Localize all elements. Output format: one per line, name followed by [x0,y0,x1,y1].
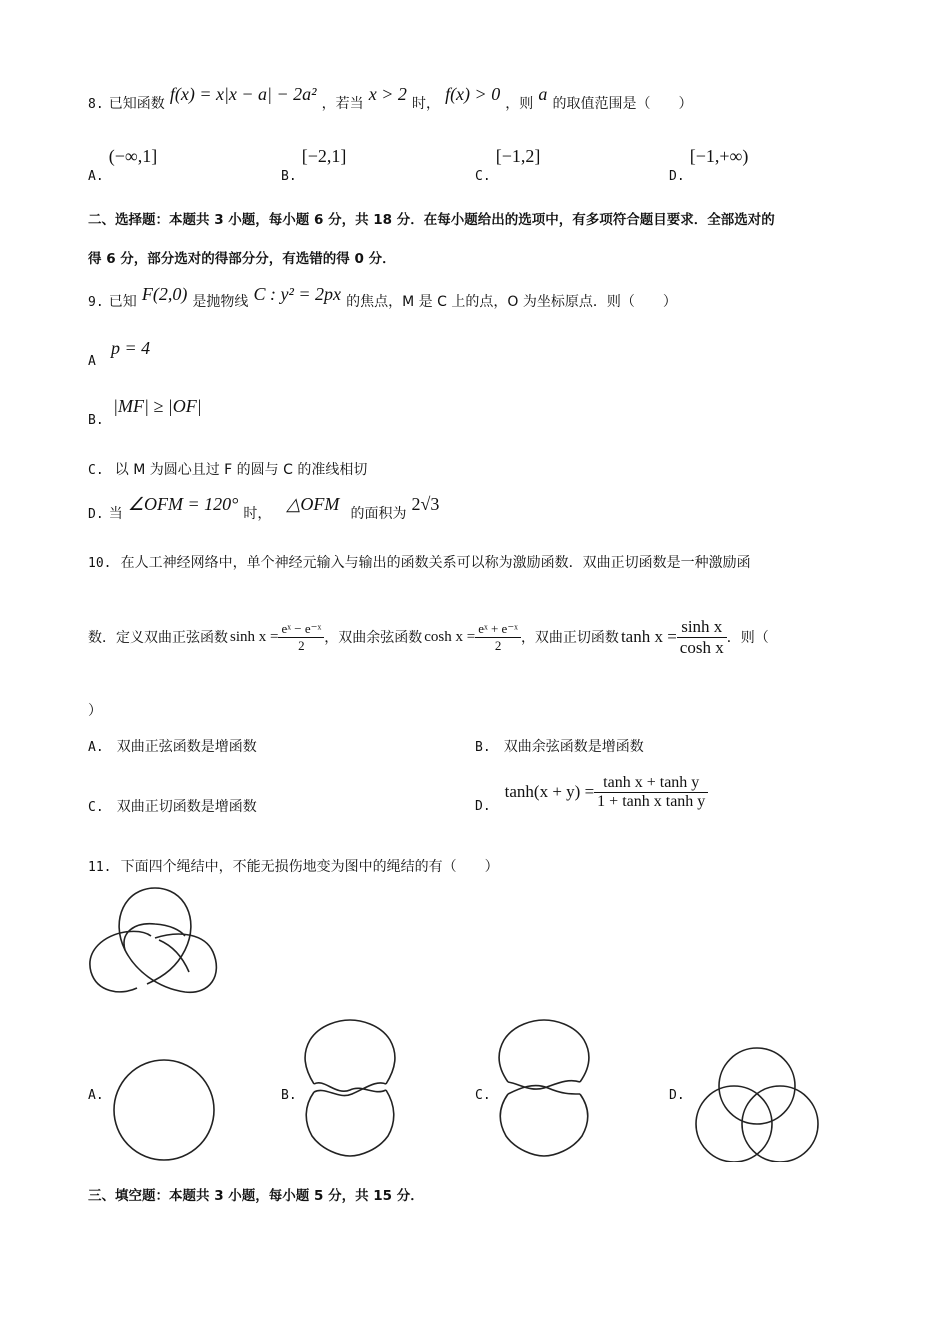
option-label: C. [475,169,491,184]
q8-lead: 已知函数 [108,96,165,112]
cosh-lhs: cosh x = [424,628,476,645]
option-text: p = 4 [111,338,151,358]
sinh-lhs: sinh x = [230,628,279,645]
option-text: 以 M 为圆心且过 F 的圆与 C 的准线相切 [114,462,368,478]
tanh-fraction [677,617,727,658]
q10-option-a[interactable] [88,736,257,756]
option-angle: ∠OFM = 120° [127,494,239,514]
q9-curve: C : y² = 2px [253,284,342,304]
q10-text-pre: 数．定义双曲正弦函数 [88,630,228,646]
q9-option-c[interactable] [88,459,367,479]
q11-option-c-figure[interactable] [494,1018,594,1158]
q10-text-mid2: ，双曲正切函数 [520,630,619,646]
option-denominator: 1 + tanh x tanh y [597,792,706,810]
option-text: [−1,+∞) [689,146,749,166]
q8-number: 8. [88,97,104,112]
q11-option-b-label[interactable]: B. [281,1088,297,1103]
q10-line3: ） [88,703,102,719]
q8-option-d[interactable] [669,146,749,184]
q8-condition: x > 2 [368,84,407,104]
q8-stem [88,84,693,113]
option-lhs: tanh(x + y) = [504,782,595,801]
q9-tail: 的焦点，M 是 C 上的点，O 为坐标原点．则（ ） [346,294,677,310]
q8-option-c[interactable] [475,146,541,184]
tanh-lhs: tanh x = [620,627,677,646]
cosh-numerator: eˣ + e⁻ˣ [475,621,521,638]
q8-condition2: f(x) > 0 [445,84,501,104]
option-label: A [88,354,96,369]
tanh-numerator: sinh x [677,617,727,638]
q11-option-d-label[interactable]: D. [669,1088,685,1103]
q9-mid: 是抛物线 [192,294,249,310]
q11-option-b-figure[interactable] [300,1018,400,1158]
option-area: 2√3 [411,494,440,514]
q8-formula: f(x) = x|x − a| − 2a² [169,84,317,104]
option-post: 的面积为 [350,506,407,522]
q9-stem [88,284,677,311]
option-label: B. [281,169,297,184]
q10-option-d[interactable] [475,764,708,820]
cosh-fraction [475,621,521,654]
option-pre: 当 [108,506,123,522]
q11-option-c-label[interactable]: C. [475,1088,491,1103]
option-fraction [594,774,708,811]
option-text: [−2,1] [301,146,347,166]
q10-option-b[interactable] [475,736,644,756]
sinh-numerator: eˣ − e⁻ˣ [278,621,324,638]
q11-option-a-figure[interactable] [110,1056,220,1166]
section2-line1: 二、选择题：本题共 3 小题，每小题 6 分，共 18 分．在每小题给出的选项中，有多项符合题目要求．全部选对的 [88,212,775,228]
q9-lead: 已知 [108,294,137,310]
q8-variable: a [538,84,548,104]
option-mid: 时， [243,506,272,522]
cosh-denominator: 2 [494,637,502,653]
option-text: 双曲正切函数是增函数 [116,799,257,815]
q8-mid3: ，则 [505,96,534,112]
q9-number: 9. [88,295,104,310]
q10-text-mid1: ，双曲余弦函数 [324,630,423,646]
sinh-denominator: 2 [298,637,305,653]
sinh-fraction [278,621,324,654]
option-triangle: △OFM [286,494,340,514]
q10-line2 [88,612,769,662]
option-label: C. [88,463,104,478]
q8-mid: ，若当 [321,96,364,112]
q9-option-d[interactable] [88,494,440,522]
option-text: 双曲余弦函数是增函数 [503,739,644,755]
q8-option-b[interactable] [281,146,347,184]
option-label: D. [475,798,491,814]
q8-option-a[interactable] [88,146,158,184]
q11-option-d-figure[interactable] [692,1046,822,1162]
section2-line2: 得 6 分，部分选对的得部分分，有选错的得 0 分． [88,251,396,267]
q10-line1 [88,552,751,572]
option-text: (−∞,1] [108,146,158,166]
q8-tail: 的取值范围是（ ） [552,96,693,112]
q11-stem [88,856,499,876]
q9-focus: F(2,0) [141,284,188,304]
section3-header: 三、填空题：本题共 3 小题，每小题 5 分，共 15 分． [88,1188,424,1204]
tanh-denominator: cosh x [679,637,724,657]
q10-option-c[interactable] [88,796,257,816]
option-numerator: tanh x + tanh y [594,774,708,793]
option-text: 双曲正弦函数是增函数 [116,739,257,755]
option-label: B. [88,413,104,428]
option-label: C. [88,800,104,815]
option-label: B. [475,740,491,755]
option-label: D. [88,507,104,522]
option-label: D. [669,169,685,184]
option-text: [−1,2] [495,146,541,166]
q10-text-line1: 在人工神经网络中，单个神经元输入与输出的函数关系可以称为激励函数．双曲正切函数是一种激励函 [120,555,751,571]
q10-text-tail: ．则（ [726,630,769,646]
q8-mid2: 时， [411,96,440,112]
option-label: A. [88,169,104,184]
q11-text: 下面四个绳结中，不能无损伤地变为图中的绳结的有（ ） [120,859,499,875]
q10-number: 10. [88,556,112,571]
option-text: |MF| ≥ |OF| [113,396,202,416]
option-label: A. [88,740,104,755]
q11-option-a-label[interactable]: A. [88,1088,104,1103]
q11-number: 11. [88,860,112,875]
trefoil-knot-figure [85,880,225,1010]
